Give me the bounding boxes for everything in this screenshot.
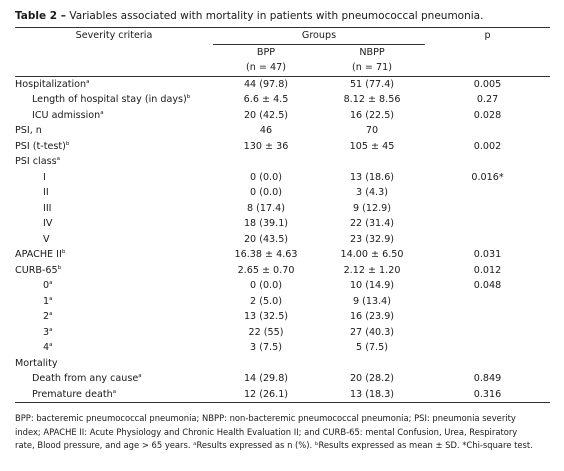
cell-bpp: 18 (39.1) [243, 218, 289, 229]
cell-bpp: 6.6 ± 4.5 [243, 94, 289, 105]
cell-bpp: 20 (43.5) [243, 233, 289, 245]
cell-nbpp: 16 (23.9) [349, 311, 395, 322]
header-severity-criteria: Severity criteria [15, 28, 213, 45]
row-label [15, 76, 213, 92]
row-label [15, 263, 213, 279]
cell-bpp: 22 (55) [248, 326, 284, 338]
row-label [15, 108, 213, 124]
cell-bpp: 12 (26.1) [213, 387, 319, 403]
cell-bpp: 13 (32.5) [243, 311, 289, 322]
row-label [15, 294, 213, 310]
row-label-text: Death from any cause [32, 373, 139, 384]
row-label-text: 1 [43, 295, 50, 307]
table-row [15, 325, 550, 341]
cell-p: 0.012 [473, 264, 502, 276]
table-row [15, 216, 550, 232]
row-label [15, 154, 213, 170]
row-label-text: 3 [43, 326, 50, 338]
table-row [15, 247, 550, 263]
table-row [15, 185, 550, 201]
cell-bpp: 14 (29.8) [243, 373, 289, 384]
row-label-text: Mortality [15, 357, 58, 369]
cell-p [425, 154, 550, 170]
row-label [15, 340, 213, 356]
row-label-superscript: a [138, 372, 142, 379]
row-label-text: 0 [43, 280, 50, 291]
row-label [15, 247, 213, 263]
cell-bpp: 3 (7.5) [250, 342, 282, 353]
row-label-text: 4 [43, 342, 50, 353]
cell-p: 0.27 [476, 94, 499, 105]
cell-p [425, 216, 550, 232]
cell-bpp: 130 ± 36 [243, 140, 289, 152]
table-row [15, 263, 550, 279]
footnote-line-1: BPP: bacteremic pneumococcal pneumonia; NBPP: non-bacteremic pneumococcal pneumonia; PSI: pneumonia severity [15, 413, 516, 423]
header-p: p [425, 28, 550, 45]
caption-text: Variables associated with mortality in patients with pneumococcal pneumonia. [66, 10, 484, 22]
table-row [15, 154, 550, 170]
row-label-superscript: b [61, 248, 66, 255]
row-label [15, 139, 213, 155]
row-label-superscript: a [49, 295, 53, 302]
row-label-superscript: a [100, 109, 104, 116]
row-label [15, 325, 213, 341]
row-label-superscript: a [49, 310, 53, 317]
row-label-text: CURB-65 [15, 264, 58, 276]
row-label-superscript: b [57, 264, 62, 271]
table-row [15, 108, 550, 124]
cell-bpp: 46 [259, 125, 273, 136]
cell-p [425, 309, 550, 325]
cell-p: 0.316 [425, 387, 550, 403]
row-label-text: IV [43, 218, 53, 229]
table-caption [15, 10, 483, 22]
header-nbpp-n: (n = 71) [319, 60, 425, 76]
cell-bpp [213, 154, 319, 170]
table-row [15, 356, 550, 372]
table-row [15, 232, 550, 248]
table-row [15, 340, 550, 356]
cell-nbpp: 9 (13.4) [352, 295, 391, 307]
row-label [15, 123, 213, 139]
row-label [15, 387, 213, 403]
cell-nbpp: 13 (18.3) [319, 387, 425, 403]
cell-nbpp: 16 (22.5) [349, 109, 395, 121]
row-label [15, 232, 213, 248]
row-label [15, 170, 213, 186]
cell-p [425, 185, 550, 201]
row-label-text: I [43, 171, 46, 183]
cell-nbpp: 2.12 ± 1.20 [343, 264, 401, 276]
cell-p [425, 232, 550, 248]
row-label-text: Premature death [32, 388, 113, 400]
cell-bpp: 20 (42.5) [243, 109, 289, 121]
cell-nbpp: 22 (31.4) [349, 218, 395, 229]
table-row [15, 387, 550, 403]
cell-nbpp: 13 (18.6) [349, 171, 395, 183]
row-label [15, 278, 213, 294]
cell-p: 0.031 [473, 249, 502, 260]
row-label-superscript: a [86, 78, 90, 85]
row-label [15, 371, 213, 387]
caption-label: Table 2 – [15, 10, 66, 22]
header-groups: Groups [213, 28, 425, 45]
cell-p [425, 123, 550, 139]
row-label [15, 185, 213, 201]
table-row [15, 76, 550, 92]
row-label-text: PSI class [15, 156, 57, 167]
row-label-text: 2 [43, 311, 50, 322]
cell-nbpp: 70 [365, 125, 379, 136]
cell-nbpp: 3 (4.3) [356, 187, 388, 198]
cell-bpp: 16.38 ± 4.63 [234, 249, 298, 260]
table-row [15, 201, 550, 217]
row-label [15, 356, 213, 372]
row-label [15, 216, 213, 232]
cell-bpp [213, 356, 319, 372]
cell-bpp: 8 (17.4) [246, 202, 285, 214]
table-row [15, 139, 550, 155]
cell-nbpp: 8.12 ± 8.56 [343, 94, 401, 105]
cell-nbpp: 27 (40.3) [349, 326, 395, 338]
row-label-text: PSI, n [15, 125, 42, 136]
table-row [15, 278, 550, 294]
cell-nbpp [319, 356, 425, 372]
header-bpp: BPP [256, 46, 276, 58]
cell-nbpp: 5 (7.5) [356, 342, 388, 353]
data-table [15, 27, 550, 403]
row-label [15, 201, 213, 217]
cell-nbpp: 51 (77.4) [349, 78, 395, 90]
cell-p [425, 356, 550, 372]
row-label-text: APACHE II [15, 249, 62, 260]
row-label-superscript: a [112, 388, 117, 395]
cell-p: 0.048 [473, 280, 502, 291]
row-label-text: II [43, 187, 49, 198]
cell-p [425, 340, 550, 356]
cell-p [425, 325, 550, 341]
row-label-text: Hospitalization [15, 78, 87, 90]
cell-bpp: 2 (5.0) [250, 295, 282, 307]
cell-nbpp: 10 (14.9) [349, 280, 395, 291]
cell-p: 0.002 [473, 140, 502, 152]
table-row [15, 371, 550, 387]
cell-nbpp: 105 ± 45 [349, 140, 395, 152]
cell-nbpp: 23 (32.9) [349, 233, 395, 245]
table-footnote [15, 412, 555, 453]
cell-nbpp [319, 154, 425, 170]
row-label-superscript: b [186, 93, 191, 100]
table-row [15, 92, 550, 108]
row-label-superscript: a [49, 326, 53, 333]
row-label-superscript: a [56, 155, 60, 162]
table-row [15, 123, 550, 139]
header-bpp-n: (n = 47) [213, 60, 319, 76]
table-row [15, 294, 550, 310]
table-row [15, 170, 550, 186]
cell-p: 0.005 [473, 78, 502, 90]
cell-bpp: 2.65 ± 0.70 [237, 264, 295, 276]
row-label-text: Length of hospital stay (in days) [32, 94, 187, 105]
row-label-superscript: b [65, 140, 70, 147]
row-label [15, 309, 213, 325]
row-label-superscript: a [49, 341, 53, 348]
header-row-groups [15, 28, 550, 45]
cell-p: 0.849 [473, 373, 502, 384]
table-row [15, 309, 550, 325]
cell-p: 0.016* [471, 171, 504, 183]
cell-nbpp: 9 (12.9) [352, 202, 391, 214]
row-label-text: PSI (t-test) [15, 140, 66, 152]
footnote-line-2: index; APACHE II: Acute Physiology and Chronic Health Evaluation II; and CURB-65: mental Confusion, Urea, Respiratory [15, 426, 518, 437]
cell-p [425, 294, 550, 310]
cell-bpp: 44 (97.8) [243, 78, 289, 90]
cell-p [425, 201, 550, 217]
row-label-text: ICU admission [32, 109, 101, 121]
cell-bpp: 0 (0.0) [250, 187, 282, 198]
cell-p: 0.028 [473, 109, 502, 121]
row-label-text: V [43, 233, 50, 245]
footnote-line-3: rate, Blood pressure, and age > 65 years. ᵃResults expressed as n (%). ᵇResults expressed as mean ± SD. *Chi-square test. [15, 440, 533, 450]
cell-nbpp: 14.00 ± 6.50 [340, 249, 404, 260]
row-label-text: III [43, 202, 52, 214]
row-label [15, 92, 213, 108]
header-row-names [15, 44, 550, 60]
row-label-superscript: a [49, 279, 53, 286]
cell-bpp: 0 (0.0) [250, 171, 282, 183]
cell-bpp: 0 (0.0) [250, 280, 282, 291]
cell-nbpp: 20 (28.2) [349, 373, 395, 384]
header-row-counts [15, 60, 550, 76]
header-nbpp: NBPP [359, 46, 385, 58]
